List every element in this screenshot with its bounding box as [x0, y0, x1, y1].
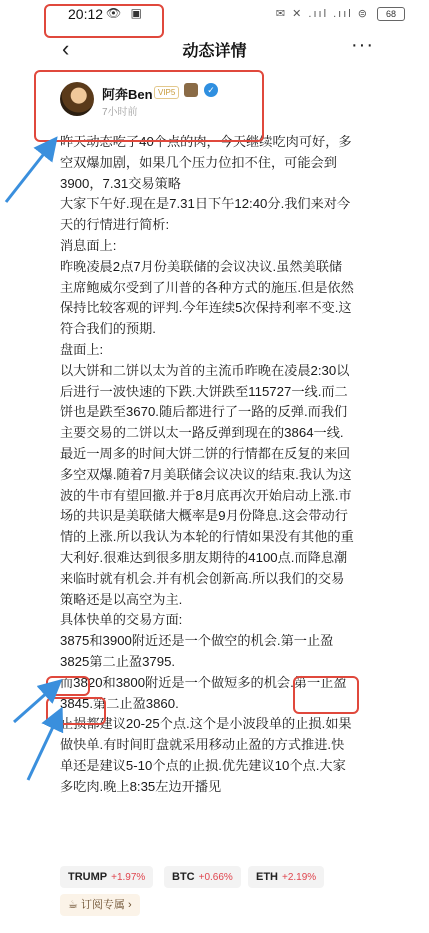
coin-symbol: BTC — [172, 871, 195, 883]
coin-symbol: ETH — [256, 871, 278, 883]
post-line: 来临时就有机会.并有机会创新高.所以我们的交易 — [60, 570, 345, 586]
post-line: 大家下午好.现在是7.31日下午12:40分.我们来对今 — [60, 196, 351, 212]
post-line: 盘面上: — [60, 341, 104, 357]
annotation-box-take-profit — [293, 676, 359, 714]
status-left-icons: 👁 ▣ — [106, 6, 145, 20]
post-line: 天的行情进行简析: — [60, 217, 170, 233]
coin-tag-eth[interactable] — [248, 866, 324, 888]
post-line: 昨晚凌晨2点7月份美联储的会议决议.虽然美联储 — [60, 258, 343, 274]
back-button[interactable]: ‹ — [62, 36, 70, 61]
post-line: 饼也是跌至3670.随后都进行了一路的反弹.而我们 — [60, 404, 348, 420]
vip-badge: VIP5 — [154, 86, 179, 99]
post-line: 波的牛市有望回撤.并于8月底再次开始启动上涨.市 — [60, 487, 352, 503]
battery-icon: 68 — [377, 7, 405, 21]
coin-change: +2.19% — [282, 872, 317, 883]
post-line: 最近一周多的时间大饼二饼的行情都在反复的来回 — [60, 445, 351, 461]
annotation-box-3875 — [46, 676, 90, 696]
arrow-to-post — [6, 141, 54, 202]
post-time: 7小时前 — [102, 107, 138, 118]
post-line: 大利好.很难达到很多朋友期待的4100点.而降息潮 — [60, 549, 348, 565]
post-line: 多吃肉.晚上8:35左边开播见 — [60, 778, 222, 794]
coin-tag-trump[interactable] — [60, 866, 153, 888]
post-line: 止损都建议20-25个点.这个是小波段单的止损.如果 — [60, 716, 352, 732]
page-title: 动态详情 — [182, 43, 247, 60]
post-line: 多空双爆.随着7月美联储会议决议的结束.我认为这 — [60, 466, 352, 482]
verified-icon: ✓ — [204, 83, 218, 97]
post-line: 以大饼和二饼以太为首的主流币昨晚在凌晨2:30以 — [60, 362, 350, 378]
subscribe-label: 订阅专属 › — [80, 899, 132, 911]
post-line: 空双爆加剧，如果几个压力位扣不住，可能会到 — [60, 154, 337, 170]
post-line: 符合我们的预期. — [60, 321, 156, 337]
post-line: 主席鲍威尔受到了川普的各种方式的施压.但是依然 — [60, 279, 354, 295]
post-line: 3875和3900附近还是一个做空的机会.第一止盈 — [60, 633, 334, 649]
post-line: 单还是建议5-10个点的止损.优先建议10个点.大家 — [60, 757, 346, 773]
post-line: 做快单.有时间盯盘就采用移动止盈的方式推进.快 — [60, 737, 345, 753]
post-line: 情的上涨.所以我认为本轮的行情如果没有其他的重 — [60, 529, 354, 545]
annotation-box-status-time — [44, 4, 164, 38]
coin-change: +1.97% — [111, 872, 146, 883]
post-line: 昨天动态吃了40个点的肉，今天继续吃肉可好，多 — [60, 134, 352, 149]
annotation-box-author — [34, 70, 264, 142]
more-menu-button[interactable]: ··· — [351, 34, 374, 56]
post-line: 3900，7.31交易策略 — [60, 175, 181, 191]
status-time: 20:12 — [68, 6, 104, 22]
post-line: 保持比较客观的评判.今年连续5次保持利率不变.这 — [60, 300, 352, 316]
post-line: 策略还是以高空为主. — [60, 591, 183, 607]
post-line: 而3820和3800附近是一个做短多的机会.第一止盈 — [60, 674, 347, 690]
annotation-box-3825 — [46, 697, 106, 725]
post-line: 场的共识是美联储大概率是9月份降息.这会带动行 — [60, 508, 348, 524]
post-line: 后进行一波快速的下跌.大饼跌至115727一线.而二 — [60, 383, 348, 399]
subscribe-button[interactable] — [60, 894, 140, 916]
post-line: 具体快单的交易方面: — [60, 612, 183, 628]
post-line: 主要交易的二饼以太一路反弹到现在的3864一线. — [60, 425, 344, 441]
coffee-icon: ☕ — [68, 899, 78, 911]
status-right-icons: ✉ ✕ .ııl .ııl ⊜ — [275, 8, 369, 20]
coin-symbol: TRUMP — [68, 871, 108, 883]
coin-tag-btc[interactable] — [164, 866, 241, 888]
post-line: 3825第二止盈3795. — [60, 653, 176, 669]
post-line: 消息面上: — [60, 237, 117, 253]
coin-change: +0.66% — [198, 872, 233, 883]
post-line: 3845.第二止盈3860. — [60, 695, 179, 711]
author-name[interactable]: 阿奔Ben — [102, 87, 153, 102]
